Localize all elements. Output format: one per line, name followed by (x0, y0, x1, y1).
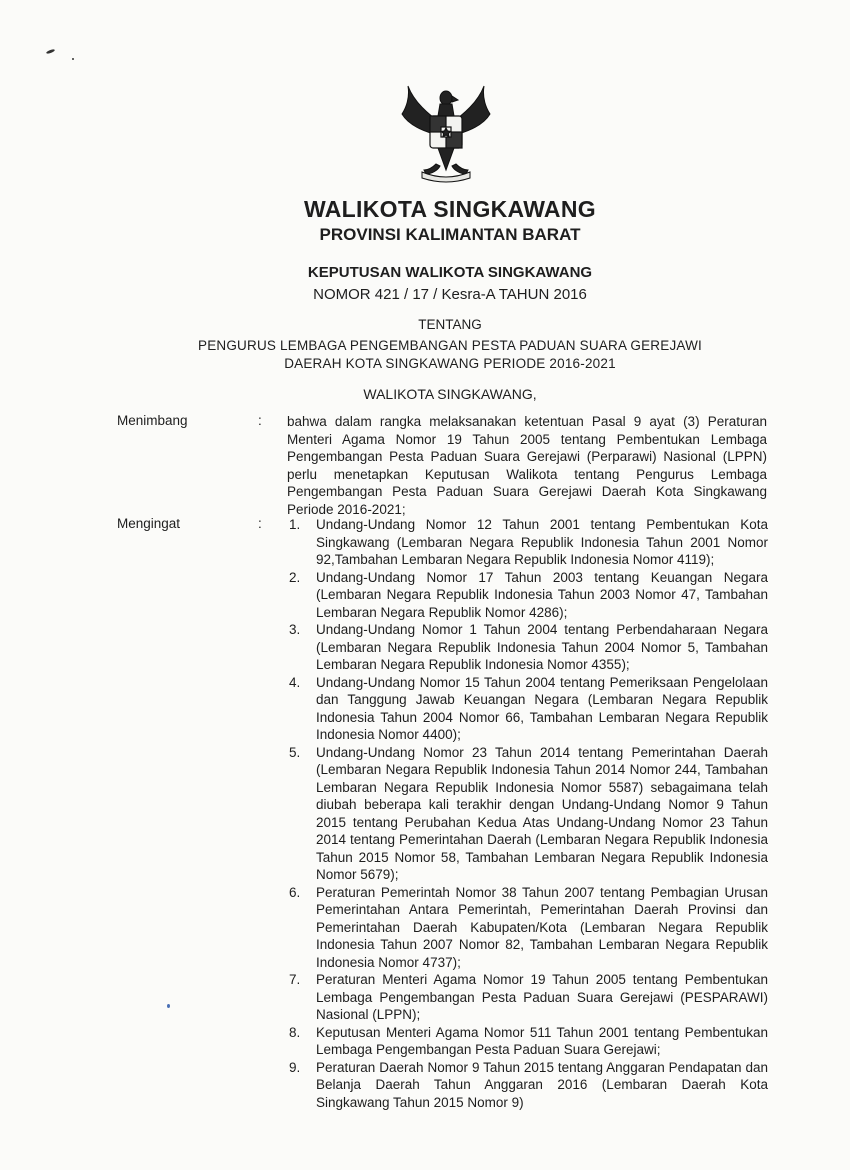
mengingat-colon: : (258, 516, 262, 531)
tentang-heading: TENTANG (418, 317, 482, 332)
list-item-number: 5. (289, 744, 301, 760)
office-title: WALIKOTA SINGKAWANG (304, 196, 596, 222)
list-item-number: 1. (289, 517, 301, 532)
decree-subject-line-1: PENGURUS LEMBAGA PENGEMBANGAN PESTA PADUAN SUARA GEREJAWI (197, 338, 702, 353)
decree-number: NOMOR 421 / 17 / Kesra-A TAHUN 2016 (313, 286, 587, 303)
list-item-text: Keputusan Menteri Agama Nomor 511 Tahun 2001 tentang Pembentukan Lembaga Pengembangan Pesta Paduan Suara Gerejawi; (316, 1024, 768, 1057)
decree-title: KEPUTUSAN WALIKOTA SINGKAWANG (307, 264, 593, 281)
list-item-text: Peraturan Pemerintah Nomor 38 Tahun 2007 tentang Pembagian Urusan Pemerintahan Antara Pemerintah, Pemerintahan Daerah Provinsi dan Pemerintahan Daerah Kabupaten/Kota (Lembaran Negara Republik Indonesia Tahun 2007 Nomor 82, Tambahan Lembaran Negara Republik Indonesia Nomor 4737); (316, 884, 768, 970)
list-item-text: Undang-Undang Nomor 17 Tahun 2003 tentang Keuangan Negara (Lembaran Negara Republik Indonesia Tahun 2003 Nomor 47, Tambahan Lembaran Negara Republik Nomor 4286); (316, 569, 768, 620)
list-item-number: 4. (289, 674, 301, 690)
province-title: PROVINSI KALIMANTAN BARAT (319, 225, 581, 244)
menimbang-colon: : (258, 413, 262, 428)
scan-speck (46, 49, 55, 55)
mengingat-label: Mengingat (117, 516, 181, 531)
list-item-number: 2. (289, 569, 301, 585)
list-item-number: 9. (289, 1059, 301, 1075)
list-item (283, 1059, 768, 1112)
garuda-emblem-icon (398, 84, 494, 184)
list-item (283, 569, 768, 622)
list-item (283, 1024, 768, 1059)
menimbang-label: Menimbang (117, 413, 188, 428)
list-item (283, 674, 768, 744)
list-item (283, 744, 768, 884)
list-item-text: Peraturan Menteri Agama Nomor 19 Tahun 2005 tentang Pembentukan Lembaga Pengembangan Pesta Paduan Suara Gerejawi (PESPARAWI) Nasional (LPPN); (316, 972, 768, 1022)
menimbang-text: bahwa dalam rangka melaksanakan ketentuan Pasal 9 ayat (3) Peraturan Menteri Agama Nomor 19 Tahun 2005 tentang Pembentukan Lembaga Pengembangan Pesta Paduan Suara Gerejawi (Perparawi) Nasional (LPPN) perlu menetapkan Keputusan Walikota tentang Pengurus Lembaga Pengembangan Pesta Paduan Suara Gerejawi Daerah Kota Singkawang Periode 2016-2021; (287, 414, 767, 517)
list-item (283, 516, 768, 569)
list-item-text: Undang-Undang Nomor 15 Tahun 2004 tentang Pemeriksaan Pengelolaan dan Tanggung Jawab Keuangan Negara (Lembaran Negara Republik Indonesia Tahun 2004 Nomor 66, Tambahan Lembaran Negara Republik Indonesia Nomor 4400); (316, 674, 768, 742)
list-item (283, 621, 768, 674)
list-item-number: 8. (289, 1024, 301, 1040)
list-item-text: Peraturan Daerah Nomor 9 Tahun 2015 tentang Anggaran Pendapatan dan Belanja Daerah Tahun Anggaran 2016 (Lembaran Daerah Kota Singkawang Tahun 2015 Nomor 9) (316, 1059, 768, 1110)
decree-subject-line-2: DAERAH KOTA SINGKAWANG PERIODE 2016-2021 (284, 356, 616, 371)
list-item-text: Undang-Undang Nomor 23 Tahun 2014 tentang Pemerintahan Daerah (Lembaran Negara Republik Indonesia Tahun 2014 Nomor 244, Tambahan Lembaran Negara Republik Indonesia Nomor 5587) sebagaimana telah diubah beberapa kali terakhir dengan Undang-Undang Nomor 9 Tahun 2015 tentang Perubahan Kedua Atas Undang-Undang Nomor 23 Tahun 2014 tentang Pemerintahan Daerah (Lembaran Negara Republik Indonesia Tahun 2015 Nomor 58, Tambahan Lembaran Negara Republik Indonesia Nomor 5679); (316, 744, 768, 882)
mengingat-list (283, 516, 768, 1111)
list-item (283, 971, 768, 1024)
list-item-number: 6. (289, 884, 301, 900)
list-item-text: Undang-Undang Nomor 12 Tahun 2001 tentang Pembentukan Kota Singkawang (Lembaran Negara Republik Indonesia Tahun 2001 Nomor 92,Tambahan Lembaran Negara Republik Indonesia Nomor 4119); (316, 517, 768, 567)
list-item-text: Undang-Undang Nomor 1 Tahun 2004 tentang Perbendaharaan Negara (Lembaran Negara Republik Indonesia Tahun 2004 Nomor 5, Tambahan Lembaran Negara Republik Indonesia Nomor 4355); (316, 622, 768, 672)
scan-speck (167, 1004, 170, 1008)
scan-speck (72, 58, 74, 60)
list-item (283, 884, 768, 972)
list-item-number: 3. (289, 622, 301, 637)
issuer-line: WALIKOTA SINGKAWANG, (363, 386, 537, 402)
list-item-number: 7. (289, 972, 301, 987)
